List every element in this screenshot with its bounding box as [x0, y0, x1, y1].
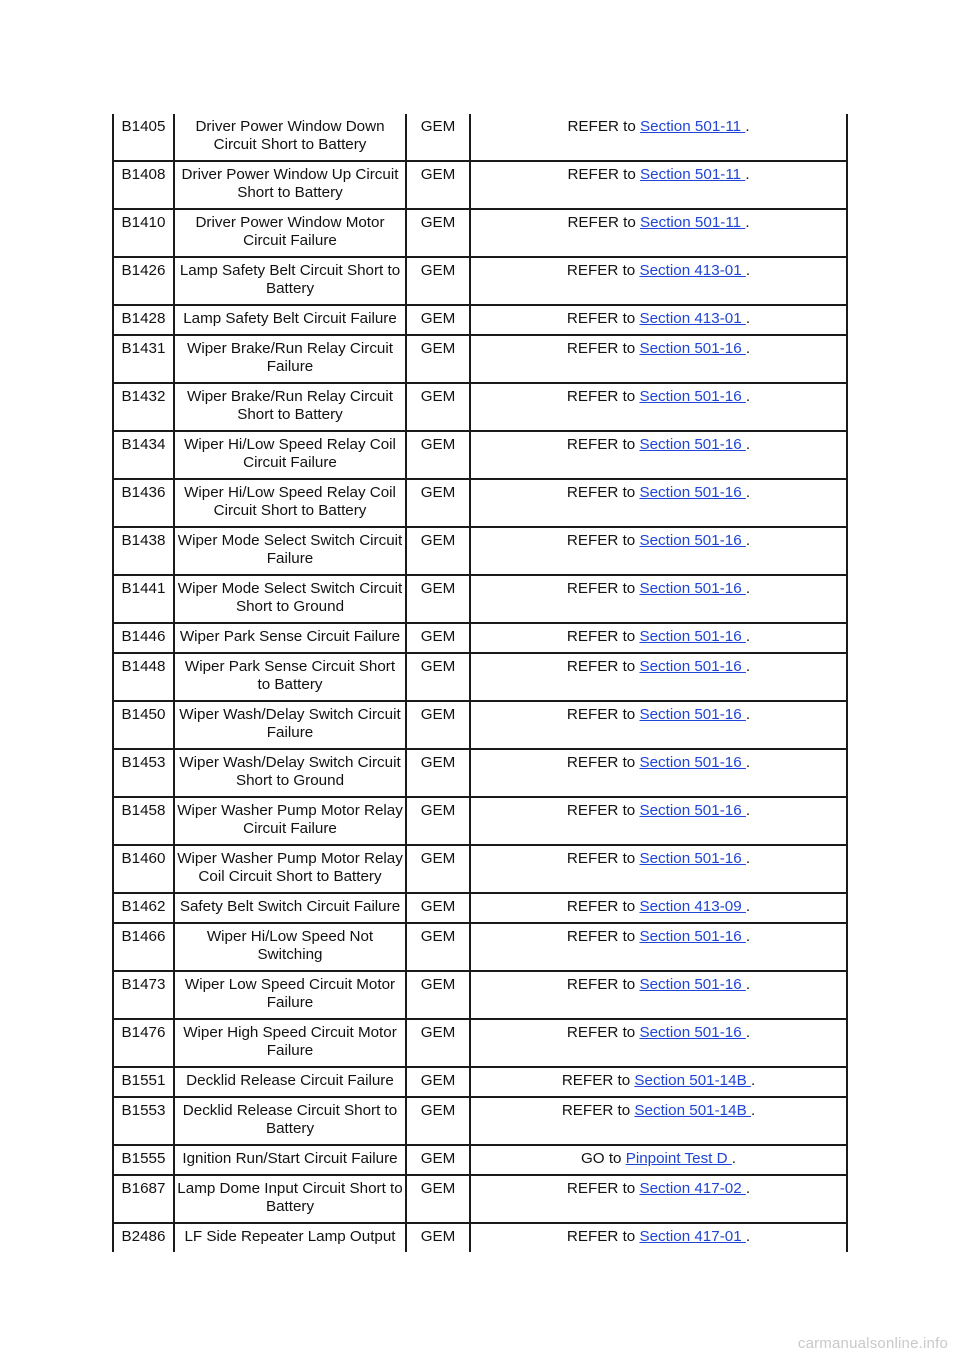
action-cell [470, 653, 847, 701]
module-name: GEM [420, 118, 456, 135]
action-text: REFER to [567, 166, 641, 183]
table-row [113, 1067, 847, 1097]
action-text: REFER to [561, 1102, 635, 1119]
module-name: GEM [420, 1228, 456, 1245]
module-name: GEM [420, 628, 456, 645]
action-suffix: . [745, 580, 751, 597]
action-suffix: . [750, 1102, 756, 1119]
action-cell [470, 114, 847, 161]
action-text: REFER to [566, 628, 640, 645]
dtc-code-cell [113, 749, 174, 797]
description-cell [174, 1067, 406, 1097]
action-text: REFER to [566, 850, 640, 867]
section-link[interactable]: Section 501-16 [639, 532, 746, 549]
table-row [113, 209, 847, 257]
module-cell [406, 209, 470, 257]
table-row [113, 161, 847, 209]
dtc-code-cell [113, 845, 174, 893]
section-link[interactable]: Section 501-14B [634, 1102, 751, 1119]
module-name: GEM [420, 754, 456, 771]
dtc-code-cell [113, 893, 174, 923]
module-cell [406, 1067, 470, 1097]
action-text: REFER to [566, 580, 640, 597]
table-row [113, 749, 847, 797]
module-name: GEM [420, 1150, 456, 1167]
dtc-code-cell [113, 575, 174, 623]
description-cell [174, 305, 406, 335]
module-cell [406, 971, 470, 1019]
section-link[interactable]: Section 413-09 [639, 898, 746, 915]
section-link[interactable]: Section 501-16 [639, 976, 746, 993]
action-cell [470, 701, 847, 749]
table-row [113, 623, 847, 653]
action-cell [470, 335, 847, 383]
action-suffix: . [745, 118, 750, 135]
action-text: REFER to [567, 118, 641, 135]
module-cell [406, 431, 470, 479]
action-suffix: . [745, 532, 751, 549]
section-link[interactable]: Section 501-16 [639, 580, 746, 597]
module-cell [406, 749, 470, 797]
action-cell [470, 1097, 847, 1145]
action-cell [470, 749, 847, 797]
dtc-code: B1450 [121, 706, 166, 723]
action-cell [470, 623, 847, 653]
dtc-description: Driver Power Window Down Circuit Short to Battery [195, 118, 385, 153]
action-suffix: . [745, 1024, 751, 1041]
module-name: GEM [420, 706, 456, 723]
action-cell [470, 257, 847, 305]
action-cell [470, 383, 847, 431]
dtc-description: Wiper Mode Select Switch Circuit Failure [177, 532, 403, 567]
module-name: GEM [420, 928, 456, 945]
description-cell [174, 479, 406, 527]
description-cell [174, 971, 406, 1019]
action-text: REFER to [566, 802, 640, 819]
dtc-code: B1426 [121, 262, 166, 279]
action-text: REFER to [566, 928, 640, 945]
dtc-code-cell [113, 431, 174, 479]
action-suffix: . [745, 484, 751, 501]
dtc-description: Ignition Run/Start Circuit Failure [182, 1150, 398, 1167]
dtc-code-cell [113, 335, 174, 383]
description-cell [174, 797, 406, 845]
module-cell [406, 335, 470, 383]
section-link[interactable]: Pinpoint Test D [625, 1150, 732, 1167]
module-name: GEM [420, 658, 456, 675]
module-name: GEM [420, 166, 456, 183]
action-suffix: . [745, 754, 751, 771]
dtc-description: Wiper Washer Pump Motor Relay Coil Circuit Short to Battery [177, 850, 403, 885]
dtc-code-cell [113, 1223, 174, 1252]
description-cell [174, 1145, 406, 1175]
action-text: REFER to [566, 976, 640, 993]
module-cell [406, 893, 470, 923]
dtc-code-cell [113, 1145, 174, 1175]
dtc-code-cell [113, 209, 174, 257]
dtc-description: Wiper Low Speed Circuit Motor Failure [184, 976, 396, 1011]
description-cell [174, 114, 406, 161]
section-link[interactable]: Section 501-16 [639, 436, 746, 453]
module-cell [406, 383, 470, 431]
dtc-code: B1446 [121, 628, 166, 645]
dtc-code: B1405 [121, 118, 166, 135]
action-text: REFER to [566, 658, 640, 675]
dtc-code: B1466 [121, 928, 166, 945]
dtc-table-body [113, 114, 847, 1252]
dtc-code-cell [113, 623, 174, 653]
action-suffix: . [745, 310, 751, 327]
module-cell [406, 161, 470, 209]
dtc-code: B1473 [121, 976, 166, 993]
description-cell [174, 1097, 406, 1145]
description-cell [174, 1175, 406, 1223]
table-row [113, 479, 847, 527]
table-row [113, 923, 847, 971]
description-cell [174, 527, 406, 575]
dtc-code: B1432 [121, 388, 166, 405]
table-row [113, 797, 847, 845]
module-name: GEM [420, 340, 456, 357]
module-name: GEM [420, 580, 456, 597]
section-link[interactable]: Section 501-16 [639, 802, 746, 819]
dtc-code: B1687 [121, 1180, 166, 1197]
section-link[interactable]: Section 413-01 [639, 310, 746, 327]
module-name: GEM [420, 850, 456, 867]
action-suffix: . [745, 928, 751, 945]
action-text: REFER to [566, 898, 640, 915]
section-link[interactable]: Section 501-11 [640, 214, 746, 231]
action-text: GO to [580, 1150, 626, 1167]
dtc-code-cell [113, 923, 174, 971]
dtc-code-cell [113, 161, 174, 209]
action-suffix: . [745, 388, 751, 405]
table-row [113, 701, 847, 749]
action-text: REFER to [566, 436, 640, 453]
action-text: REFER to [566, 1024, 640, 1041]
table-row [113, 971, 847, 1019]
dtc-description: Wiper Brake/Run Relay Circuit Failure [187, 340, 393, 375]
action-text: REFER to [566, 1180, 640, 1197]
section-link[interactable]: Section 501-16 [639, 754, 746, 771]
action-cell [470, 893, 847, 923]
action-text: REFER to [566, 310, 640, 327]
table-row [113, 431, 847, 479]
module-name: GEM [420, 1072, 456, 1089]
action-cell [470, 971, 847, 1019]
module-name: GEM [420, 262, 456, 279]
module-cell [406, 923, 470, 971]
dtc-code: B1434 [121, 436, 166, 453]
module-cell [406, 1097, 470, 1145]
section-link[interactable]: Section 501-16 [639, 628, 746, 645]
action-suffix: . [745, 436, 751, 453]
table-row [113, 527, 847, 575]
dtc-description: Wiper Park Sense Circuit Failure [179, 628, 401, 645]
dtc-code-cell [113, 971, 174, 1019]
dtc-code-cell [113, 797, 174, 845]
description-cell [174, 335, 406, 383]
dtc-code: B1438 [121, 532, 166, 549]
module-name: GEM [420, 388, 456, 405]
dtc-code: B1553 [121, 1102, 166, 1119]
dtc-code: B1555 [121, 1150, 166, 1167]
action-cell [470, 305, 847, 335]
action-cell [470, 1067, 847, 1097]
dtc-code: B1551 [121, 1072, 166, 1089]
dtc-code: B1476 [121, 1024, 166, 1041]
dtc-code-cell [113, 305, 174, 335]
module-cell [406, 1175, 470, 1223]
section-link[interactable]: Section 501-16 [639, 658, 746, 675]
table-row [113, 257, 847, 305]
action-suffix: . [745, 976, 751, 993]
action-text: REFER to [567, 214, 641, 231]
module-cell [406, 479, 470, 527]
dtc-code: B1431 [121, 340, 166, 357]
module-cell [406, 1223, 470, 1252]
section-link[interactable]: Section 501-16 [639, 340, 746, 357]
action-suffix: . [731, 1150, 737, 1167]
dtc-description: Decklid Release Circuit Short to Battery [182, 1102, 398, 1137]
section-link[interactable]: Section 501-16 [639, 388, 746, 405]
section-link[interactable]: Section 417-02 [639, 1180, 746, 1197]
dtc-description: Lamp Dome Input Circuit Short to Battery [177, 1180, 403, 1215]
section-link[interactable]: Section 413-01 [639, 262, 746, 279]
dtc-code: B1462 [121, 898, 166, 915]
dtc-description: Lamp Safety Belt Circuit Short to Battery [179, 262, 401, 297]
action-cell [470, 1175, 847, 1223]
dtc-code: B1410 [121, 214, 166, 231]
dtc-code-cell [113, 1019, 174, 1067]
description-cell [174, 383, 406, 431]
dtc-code-cell [113, 114, 174, 161]
dtc-description: Wiper Hi/Low Speed Relay Coil Circuit Failure [184, 436, 396, 471]
action-suffix: . [745, 706, 751, 723]
dtc-description: Wiper High Speed Circuit Motor Failure [183, 1024, 397, 1059]
description-cell [174, 893, 406, 923]
dtc-description: Wiper Hi/Low Speed Relay Coil Circuit Short to Battery [184, 484, 396, 519]
module-cell [406, 653, 470, 701]
dtc-code: B1408 [121, 166, 166, 183]
action-cell [470, 923, 847, 971]
action-suffix: . [745, 166, 750, 183]
description-cell [174, 923, 406, 971]
table-row [113, 1223, 847, 1252]
dtc-code: B1428 [121, 310, 166, 327]
action-cell [470, 797, 847, 845]
module-name: GEM [420, 310, 456, 327]
module-name: GEM [420, 976, 456, 993]
description-cell [174, 431, 406, 479]
module-name: GEM [420, 1024, 456, 1041]
action-suffix: . [745, 1228, 751, 1245]
section-link[interactable]: Section 501-16 [639, 928, 746, 945]
action-suffix: . [745, 340, 751, 357]
dtc-code: B1441 [121, 580, 166, 597]
action-suffix: . [745, 850, 751, 867]
dtc-code: B1453 [121, 754, 166, 771]
dtc-code: B2486 [121, 1228, 166, 1245]
description-cell [174, 1019, 406, 1067]
watermark-text: carmanualsonline.info [797, 1335, 948, 1352]
table-row [113, 845, 847, 893]
action-cell [470, 527, 847, 575]
dtc-description: LF Side Repeater Lamp Output [184, 1228, 396, 1245]
action-text: REFER to [566, 532, 640, 549]
dtc-description: Wiper Park Sense Circuit Short to Battery [184, 658, 396, 693]
action-suffix: . [745, 898, 751, 915]
action-suffix: . [750, 1072, 756, 1089]
module-name: GEM [420, 1102, 456, 1119]
description-cell [174, 161, 406, 209]
action-cell [470, 1145, 847, 1175]
section-link[interactable]: Section 417-01 [639, 1228, 746, 1245]
action-suffix: . [745, 658, 751, 675]
dtc-description: Safety Belt Switch Circuit Failure [179, 898, 401, 915]
dtc-code-cell [113, 701, 174, 749]
module-name: GEM [420, 532, 456, 549]
description-cell [174, 653, 406, 701]
module-cell [406, 257, 470, 305]
table-row [113, 1145, 847, 1175]
dtc-table-container [112, 114, 846, 1252]
action-suffix: . [745, 262, 751, 279]
section-link[interactable]: Section 501-14B [634, 1072, 751, 1089]
description-cell [174, 623, 406, 653]
dtc-code: B1458 [121, 802, 166, 819]
section-link[interactable]: Section 501-16 [639, 706, 746, 723]
dtc-code-cell [113, 479, 174, 527]
dtc-description: Driver Power Window Up Circuit Short to Battery [181, 166, 399, 201]
module-name: GEM [420, 214, 456, 231]
dtc-description: Lamp Safety Belt Circuit Failure [183, 310, 397, 327]
table-row [113, 114, 847, 161]
action-cell [470, 575, 847, 623]
action-text: REFER to [561, 1072, 635, 1089]
module-name: GEM [420, 484, 456, 501]
description-cell [174, 257, 406, 305]
section-link[interactable]: Section 501-16 [639, 484, 746, 501]
table-row [113, 1019, 847, 1067]
module-cell [406, 1019, 470, 1067]
action-cell [470, 845, 847, 893]
action-cell [470, 1019, 847, 1067]
dtc-code-cell [113, 527, 174, 575]
description-cell [174, 701, 406, 749]
action-text: REFER to [566, 484, 640, 501]
description-cell [174, 1223, 406, 1252]
dtc-description: Wiper Mode Select Switch Circuit Short to Ground [177, 580, 403, 615]
module-cell [406, 575, 470, 623]
dtc-description: Wiper Wash/Delay Switch Circuit Short to Ground [179, 754, 401, 789]
action-cell [470, 161, 847, 209]
dtc-code-cell [113, 1067, 174, 1097]
section-link[interactable]: Section 501-16 [639, 1024, 746, 1041]
table-row [113, 893, 847, 923]
dtc-description: Wiper Washer Pump Motor Relay Circuit Failure [177, 802, 403, 837]
action-cell [470, 1223, 847, 1252]
description-cell [174, 209, 406, 257]
dtc-description: Decklid Release Circuit Failure [186, 1072, 394, 1089]
dtc-code-cell [113, 383, 174, 431]
dtc-code-cell [113, 1175, 174, 1223]
table-row [113, 335, 847, 383]
section-link[interactable]: Section 501-11 [640, 118, 746, 135]
action-cell [470, 209, 847, 257]
dtc-code: B1436 [121, 484, 166, 501]
action-cell [470, 479, 847, 527]
action-cell [470, 431, 847, 479]
table-row [113, 1175, 847, 1223]
dtc-code-cell [113, 257, 174, 305]
action-suffix: . [745, 214, 750, 231]
dtc-description: Wiper Brake/Run Relay Circuit Short to Battery [187, 388, 393, 423]
action-text: REFER to [566, 706, 640, 723]
table-row [113, 305, 847, 335]
module-cell [406, 623, 470, 653]
section-link[interactable]: Section 501-16 [639, 850, 746, 867]
module-cell [406, 797, 470, 845]
module-name: GEM [420, 802, 456, 819]
section-link[interactable]: Section 501-11 [640, 166, 746, 183]
dtc-code: B1448 [121, 658, 166, 675]
action-suffix: . [745, 802, 751, 819]
module-cell [406, 114, 470, 161]
module-cell [406, 527, 470, 575]
module-cell [406, 701, 470, 749]
dtc-description: Wiper Hi/Low Speed Not Switching [206, 928, 374, 963]
dtc-code: B1460 [121, 850, 166, 867]
module-cell [406, 1145, 470, 1175]
action-text: REFER to [566, 340, 640, 357]
table-row [113, 575, 847, 623]
description-cell [174, 575, 406, 623]
action-text: REFER to [566, 388, 640, 405]
action-suffix: . [745, 628, 751, 645]
module-name: GEM [420, 436, 456, 453]
action-text: REFER to [566, 754, 640, 771]
action-text: REFER to [566, 1228, 640, 1245]
dtc-table [112, 114, 848, 1252]
module-cell [406, 305, 470, 335]
action-suffix: . [745, 1180, 751, 1197]
action-text: REFER to [566, 262, 640, 279]
description-cell [174, 749, 406, 797]
module-name: GEM [420, 1180, 456, 1197]
module-name: GEM [420, 898, 456, 915]
module-cell [406, 845, 470, 893]
table-row [113, 1097, 847, 1145]
dtc-code-cell [113, 1097, 174, 1145]
table-row [113, 653, 847, 701]
table-row [113, 383, 847, 431]
dtc-description: Wiper Wash/Delay Switch Circuit Failure [179, 706, 401, 741]
description-cell [174, 845, 406, 893]
dtc-description: Driver Power Window Motor Circuit Failure [195, 214, 385, 249]
dtc-code-cell [113, 653, 174, 701]
